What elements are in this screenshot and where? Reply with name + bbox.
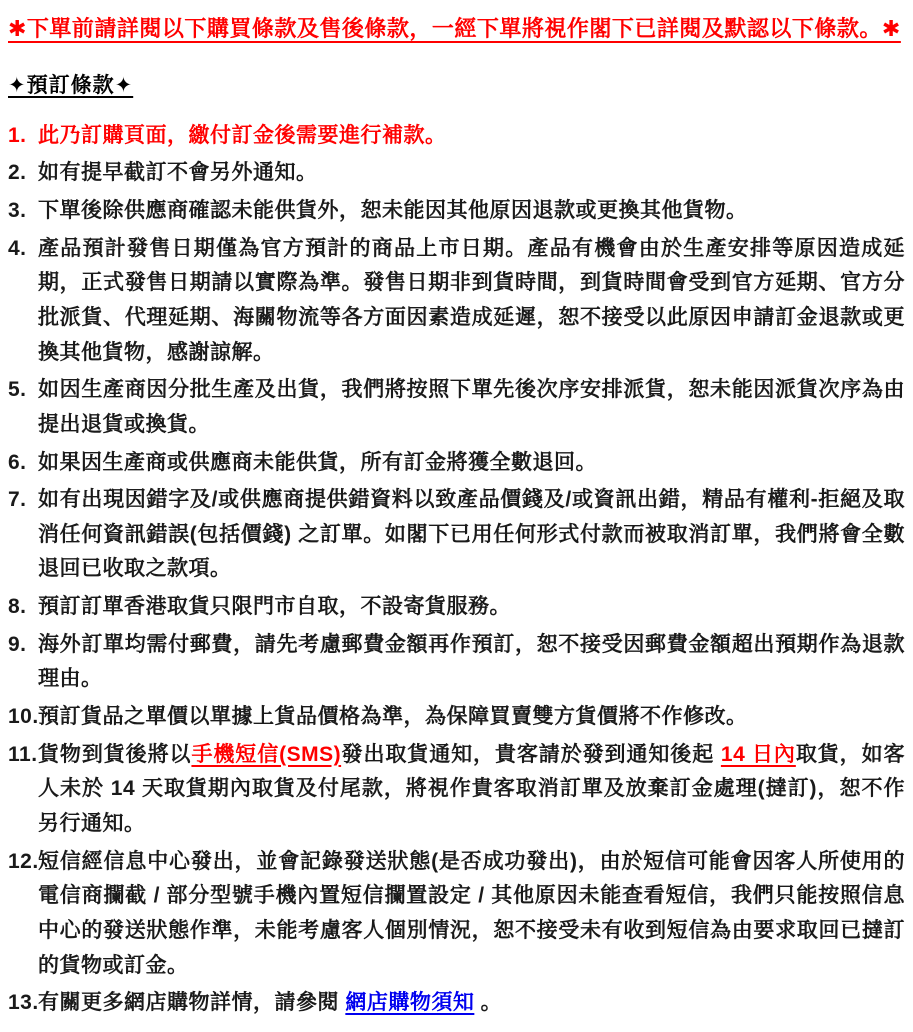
term-number: 12.	[8, 849, 39, 873]
section-title: ✦預訂條款✦	[8, 73, 134, 97]
term-text: 產品預計發售日期僅為官方預計的商品上市日期。產品有機會由於生產安排等原因造成延期，正式發售日期請以實際為準。發售日期非到貨時間，到貨時間會受到官方延期、官方分批派貨、代理延期、海關物流等各方面因素造成延遲，恕不接受以此原因申請訂金退款或更換其他貨物，感謝諒解。	[38, 236, 905, 364]
term-item-1	[8, 119, 905, 154]
term-item-11	[8, 738, 905, 842]
term-text: 海外訂單均需付郵費，請先考慮郵費金額再作預訂，恕不接受因郵費金額超出預期作為退款理由。	[38, 632, 905, 691]
term-number: 2.	[8, 161, 27, 185]
terms-list	[8, 119, 905, 1021]
term-text: 預訂貨品之單價以單據上貨品價格為準，為保障買賣雙方貨價將不作修改。	[38, 705, 748, 729]
term-number: 8.	[8, 595, 27, 619]
term-item-13	[8, 986, 905, 1021]
term-item-7	[8, 483, 905, 587]
term-text: 如有出現因錯字及/或供應商提供錯資料以致產品價錢及/或資訊出錯，精品有權利-拒絕及取消任何資訊錯誤(包括價錢) 之訂單。如閣下已用任何形式付款而被取消訂單，我們將會全數退回已收取之款項。	[38, 488, 905, 581]
term-text: 如有提早截訂不會另外通知。	[38, 161, 318, 185]
term-item-2	[8, 156, 905, 191]
term-text: 下單後除供應商確認未能供貨外，恕未能因其他原因退款或更換其他貨物。	[38, 199, 748, 223]
term-item-12	[8, 845, 905, 984]
term-number: 4.	[8, 236, 27, 260]
term-text: 如因生產商因分批生產及出貨，我們將按照下單先後次序安排派貨，恕未能因派貨次序為由提出退貨或換貨。	[38, 378, 905, 436]
sms-notice-emphasis: 手機短信(SMS)	[191, 742, 342, 766]
term-item-10	[8, 700, 905, 735]
term-text: 。	[474, 991, 503, 1015]
term-item-6	[8, 446, 905, 481]
term-text: 短信經信息中心發出，並會記錄發送狀態(是否成功發出)，由於短信可能會因客人所使用的電信商攔截 / 部分型號手機內置短信攔置設定 / 其他原因未能查看短信，我們只能按照信息中心的發送狀態作準，未能考慮客人個別情況，恕不接受未有收到短信為由要求取回已撻訂的貨物或訂金。	[38, 849, 905, 977]
term-item-4	[8, 232, 905, 371]
term-text: 預訂訂單香港取貨只限門市自取，不設寄貨服務。	[38, 595, 511, 619]
term-number: 6.	[8, 450, 27, 474]
term-text: 貨物到貨後將以	[38, 742, 192, 766]
term-number: 1.	[8, 123, 27, 147]
term-text: 發出取貨通知，貴客請於發到通知後起	[341, 742, 721, 766]
term-number: 11.	[8, 742, 38, 766]
term-number: 5.	[8, 378, 27, 402]
pickup-deadline-emphasis: 14 日內	[720, 742, 796, 766]
shop-guide-link[interactable]: 網店購物須知	[345, 991, 475, 1015]
term-text: 如果因生產商或供應商未能供貨，所有訂金將獲全數退回。	[38, 450, 597, 474]
term-number: 13.	[8, 991, 39, 1015]
term-text: 此乃訂購頁面，繳付訂金後需要進行補款。	[38, 123, 447, 147]
pre-order-notice: ✱下單前請詳閱以下購買條款及售後條款，一經下單將視作閣下已詳閱及默認以下條款。✱	[8, 16, 901, 41]
term-number: 7.	[8, 488, 27, 512]
term-number: 10.	[8, 705, 39, 729]
term-item-5	[8, 373, 905, 442]
term-number: 9.	[8, 632, 27, 656]
term-number: 3.	[8, 199, 27, 223]
term-text: 有關更多網店購物詳情，請參閱	[38, 991, 346, 1015]
term-item-9	[8, 628, 905, 697]
term-item-3	[8, 194, 905, 229]
term-item-8	[8, 590, 905, 625]
term-text: 取貨，如客人未於 14 天取貨期內取貨及付尾款，將視作貴客取消訂單及放棄訂金處理(撻訂)，恕不作另行通知。	[38, 742, 906, 835]
